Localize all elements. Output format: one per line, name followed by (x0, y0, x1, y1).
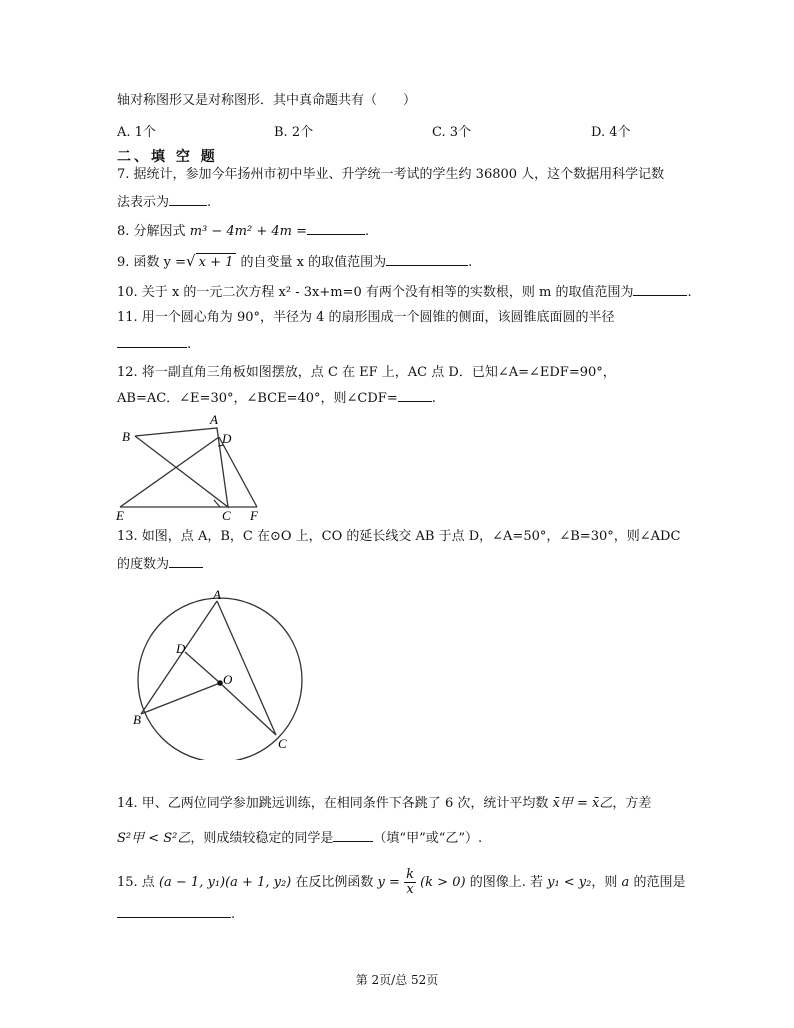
page-footer: 第 2页/总 52页 (355, 973, 439, 987)
q13-label-c: C (278, 736, 287, 751)
q9-line: 9. 函数 y =√ x + 1 的自变量 x 的取值范围为 . (117, 252, 473, 270)
q13-text: 的度数为 (117, 557, 170, 572)
q12-end: . (431, 391, 436, 406)
q15-points: (a − 1, y₁)(a + 1, y₂) (158, 875, 292, 890)
q9-answer-blank (386, 253, 468, 266)
q14-text2: ，方差 (612, 796, 652, 811)
q9-end: . (468, 255, 473, 270)
q8-expression: m³ − 4m² + 4m = (189, 224, 307, 239)
q13-segment-ab (141, 601, 217, 714)
q6-option-c: C. 3个 (432, 125, 472, 140)
q15-text5: 的范围是 (633, 875, 686, 890)
q11-answer-blank (117, 335, 187, 348)
q15-end: . (231, 907, 236, 922)
q12-angle-mark (214, 500, 220, 507)
q11-line1: 11. 用一个圆心角为 90°，半径为 4 的扇形围成一个圆锥的侧面，该圆锥底面圆的半径 (117, 310, 615, 325)
q13-segment-ac (217, 601, 276, 735)
q10-text: 10. 关于 x 的一元二次方程 x² - 3x+m=0 有两个没有相等的实数根，则 m 的取值范围为 (117, 285, 634, 300)
q13-answer-blank (169, 555, 203, 568)
q14-mean-expression: x̄甲 = x̄乙 (552, 796, 613, 811)
q15-fraction-numerator: k (406, 867, 414, 882)
q13-label-d: D (176, 641, 186, 656)
q13-figure (128, 590, 308, 760)
q13-label-o: O (223, 672, 233, 687)
q8-end: . (364, 224, 370, 239)
q8-text: 8. 分解因式 (117, 224, 186, 239)
q12-line1: 12. 将一副直角三角板如图摆放，点 C 在 EF 上，AC 点 D．已知∠A=∠EDF=90°， (117, 365, 616, 380)
q15-function-lhs: y = (377, 875, 400, 890)
q14-text: 14. 甲、乙两位同学参加跳远训练，在相同条件下各跳了 6 次，统计平均数 (117, 796, 549, 811)
q10-end: . (687, 285, 692, 300)
q14-text3: ，则成绩较稳定的同学是 (190, 831, 334, 846)
q12-answer-blank (398, 389, 432, 402)
q7-answer-blank (169, 193, 207, 206)
q7-line2 (117, 193, 211, 212)
q7-line1: 7. 据统计，参加今年扬州市初中毕业、升学统一考试的学生约 36800 人，这个数据用科学记数 (117, 167, 665, 182)
q14-line1 (117, 795, 651, 813)
q12-figure (110, 412, 270, 522)
q7-end: . (207, 195, 212, 210)
q14-variance-expression: S²甲 < S²乙 (117, 831, 191, 846)
q14-answer-blank (333, 829, 373, 842)
q15-text3: 的图像上. 若 (469, 875, 543, 890)
q13-label-b: B (133, 712, 141, 727)
q9-text: 9. 函数 y = (117, 255, 187, 270)
q12-line-ed (120, 437, 219, 507)
q12-line2 (117, 389, 436, 408)
q6-continuation: 轴对称图形又是对称图形．其中真命题共有（ ） (117, 93, 417, 108)
q15-line1 (117, 868, 685, 897)
q10-answer-blank (633, 283, 687, 296)
q12-label-b: B (122, 429, 130, 444)
q11-end: . (187, 337, 192, 352)
q15-fraction-denominator: x (406, 882, 414, 897)
q13-center-point (217, 680, 223, 686)
q12-label-f: F (250, 508, 258, 522)
q12-line-df (219, 437, 257, 507)
q15-text2: 在反比例函数 (295, 875, 374, 890)
section-title: 二、填 空 题 (117, 149, 218, 165)
q12-label-d: D (222, 431, 232, 446)
q13-segment-bo (141, 683, 220, 714)
q15-fraction (404, 868, 416, 897)
q14-text4: （填“甲”或“乙”）. (373, 831, 483, 846)
q13-segment-od (185, 652, 220, 683)
q12-label-a: A (210, 412, 218, 427)
q6-option-d: D. 4个 (591, 125, 631, 140)
q15-inequality: y₁ < y₂ (547, 875, 592, 890)
q8-answer-blank (307, 222, 365, 235)
q15-text4: ，则 (591, 875, 618, 890)
q7-text: 法表示为 (117, 195, 170, 210)
q6-option-b: B. 2个 (274, 125, 314, 140)
q14-line2 (117, 829, 482, 848)
q15-line2 (117, 905, 235, 924)
q9-radicand: x + 1 (196, 253, 237, 272)
q9-text2: 的自变量 x 的取值范围为 (240, 255, 387, 270)
q8-line (117, 222, 369, 241)
q12-label-e: E (116, 508, 124, 522)
q11-line2 (117, 335, 191, 354)
q13-label-a: A (213, 590, 221, 602)
q15-variable: a (621, 875, 630, 890)
q13-line2 (117, 555, 203, 574)
q12-label-c: C (222, 508, 231, 522)
q15-text: 15. 点 (117, 875, 155, 890)
q10-line (117, 283, 692, 302)
q13-segment-co (220, 683, 276, 735)
q6-option-a: A. 1个 (117, 125, 156, 140)
q15-condition: (k > 0) (420, 875, 466, 890)
q13-line1: 13. 如图，点 A，B，C 在⊙O 上，CO 的延长线交 AB 于点 D，∠A=50°，∠B=30°，则∠ADC (117, 529, 681, 544)
q15-answer-blank (117, 905, 231, 918)
q12-text: AB=AC．∠E=30°，∠BCE=40°，则∠CDF= (117, 391, 398, 406)
